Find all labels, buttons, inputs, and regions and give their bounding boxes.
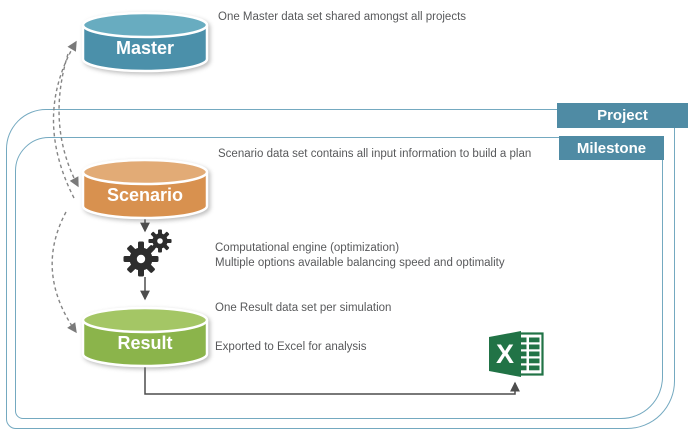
scenario-database-cylinder xyxy=(79,155,211,225)
engine-annotation xyxy=(215,241,505,271)
master-annotation: One Master data set shared amongst all projects xyxy=(218,11,467,23)
project-label-text: Project xyxy=(597,107,648,124)
master-database-cylinder xyxy=(79,8,211,78)
result-annotation: One Result data set per simulation xyxy=(215,302,392,314)
scenario-annotation: Scenario data set contains all input information to build a plan xyxy=(218,148,532,160)
excel-letter: X xyxy=(495,339,515,369)
dashed-arc-scenario-to-result xyxy=(52,212,76,332)
result-database-cylinder xyxy=(79,303,211,373)
milestone-label-text: Milestone xyxy=(576,139,647,157)
engine-annotation-line2: Multiple options available balancing speed and optimality xyxy=(215,257,505,269)
dashed-arc-master-to-scenario xyxy=(59,54,78,186)
project-label xyxy=(557,103,688,128)
milestone-label xyxy=(559,136,664,160)
excel-icon xyxy=(487,328,547,380)
gears-icon xyxy=(124,229,172,276)
excel-annotation: Exported to Excel for analysis xyxy=(215,341,367,353)
master-label: Master xyxy=(115,38,175,58)
dashed-arc-scenario-to-master xyxy=(53,42,76,198)
engine-annotation-line1: Computational engine (optimization) xyxy=(215,242,400,254)
result-label: Result xyxy=(117,333,173,353)
scenario-label: Scenario xyxy=(106,185,184,205)
